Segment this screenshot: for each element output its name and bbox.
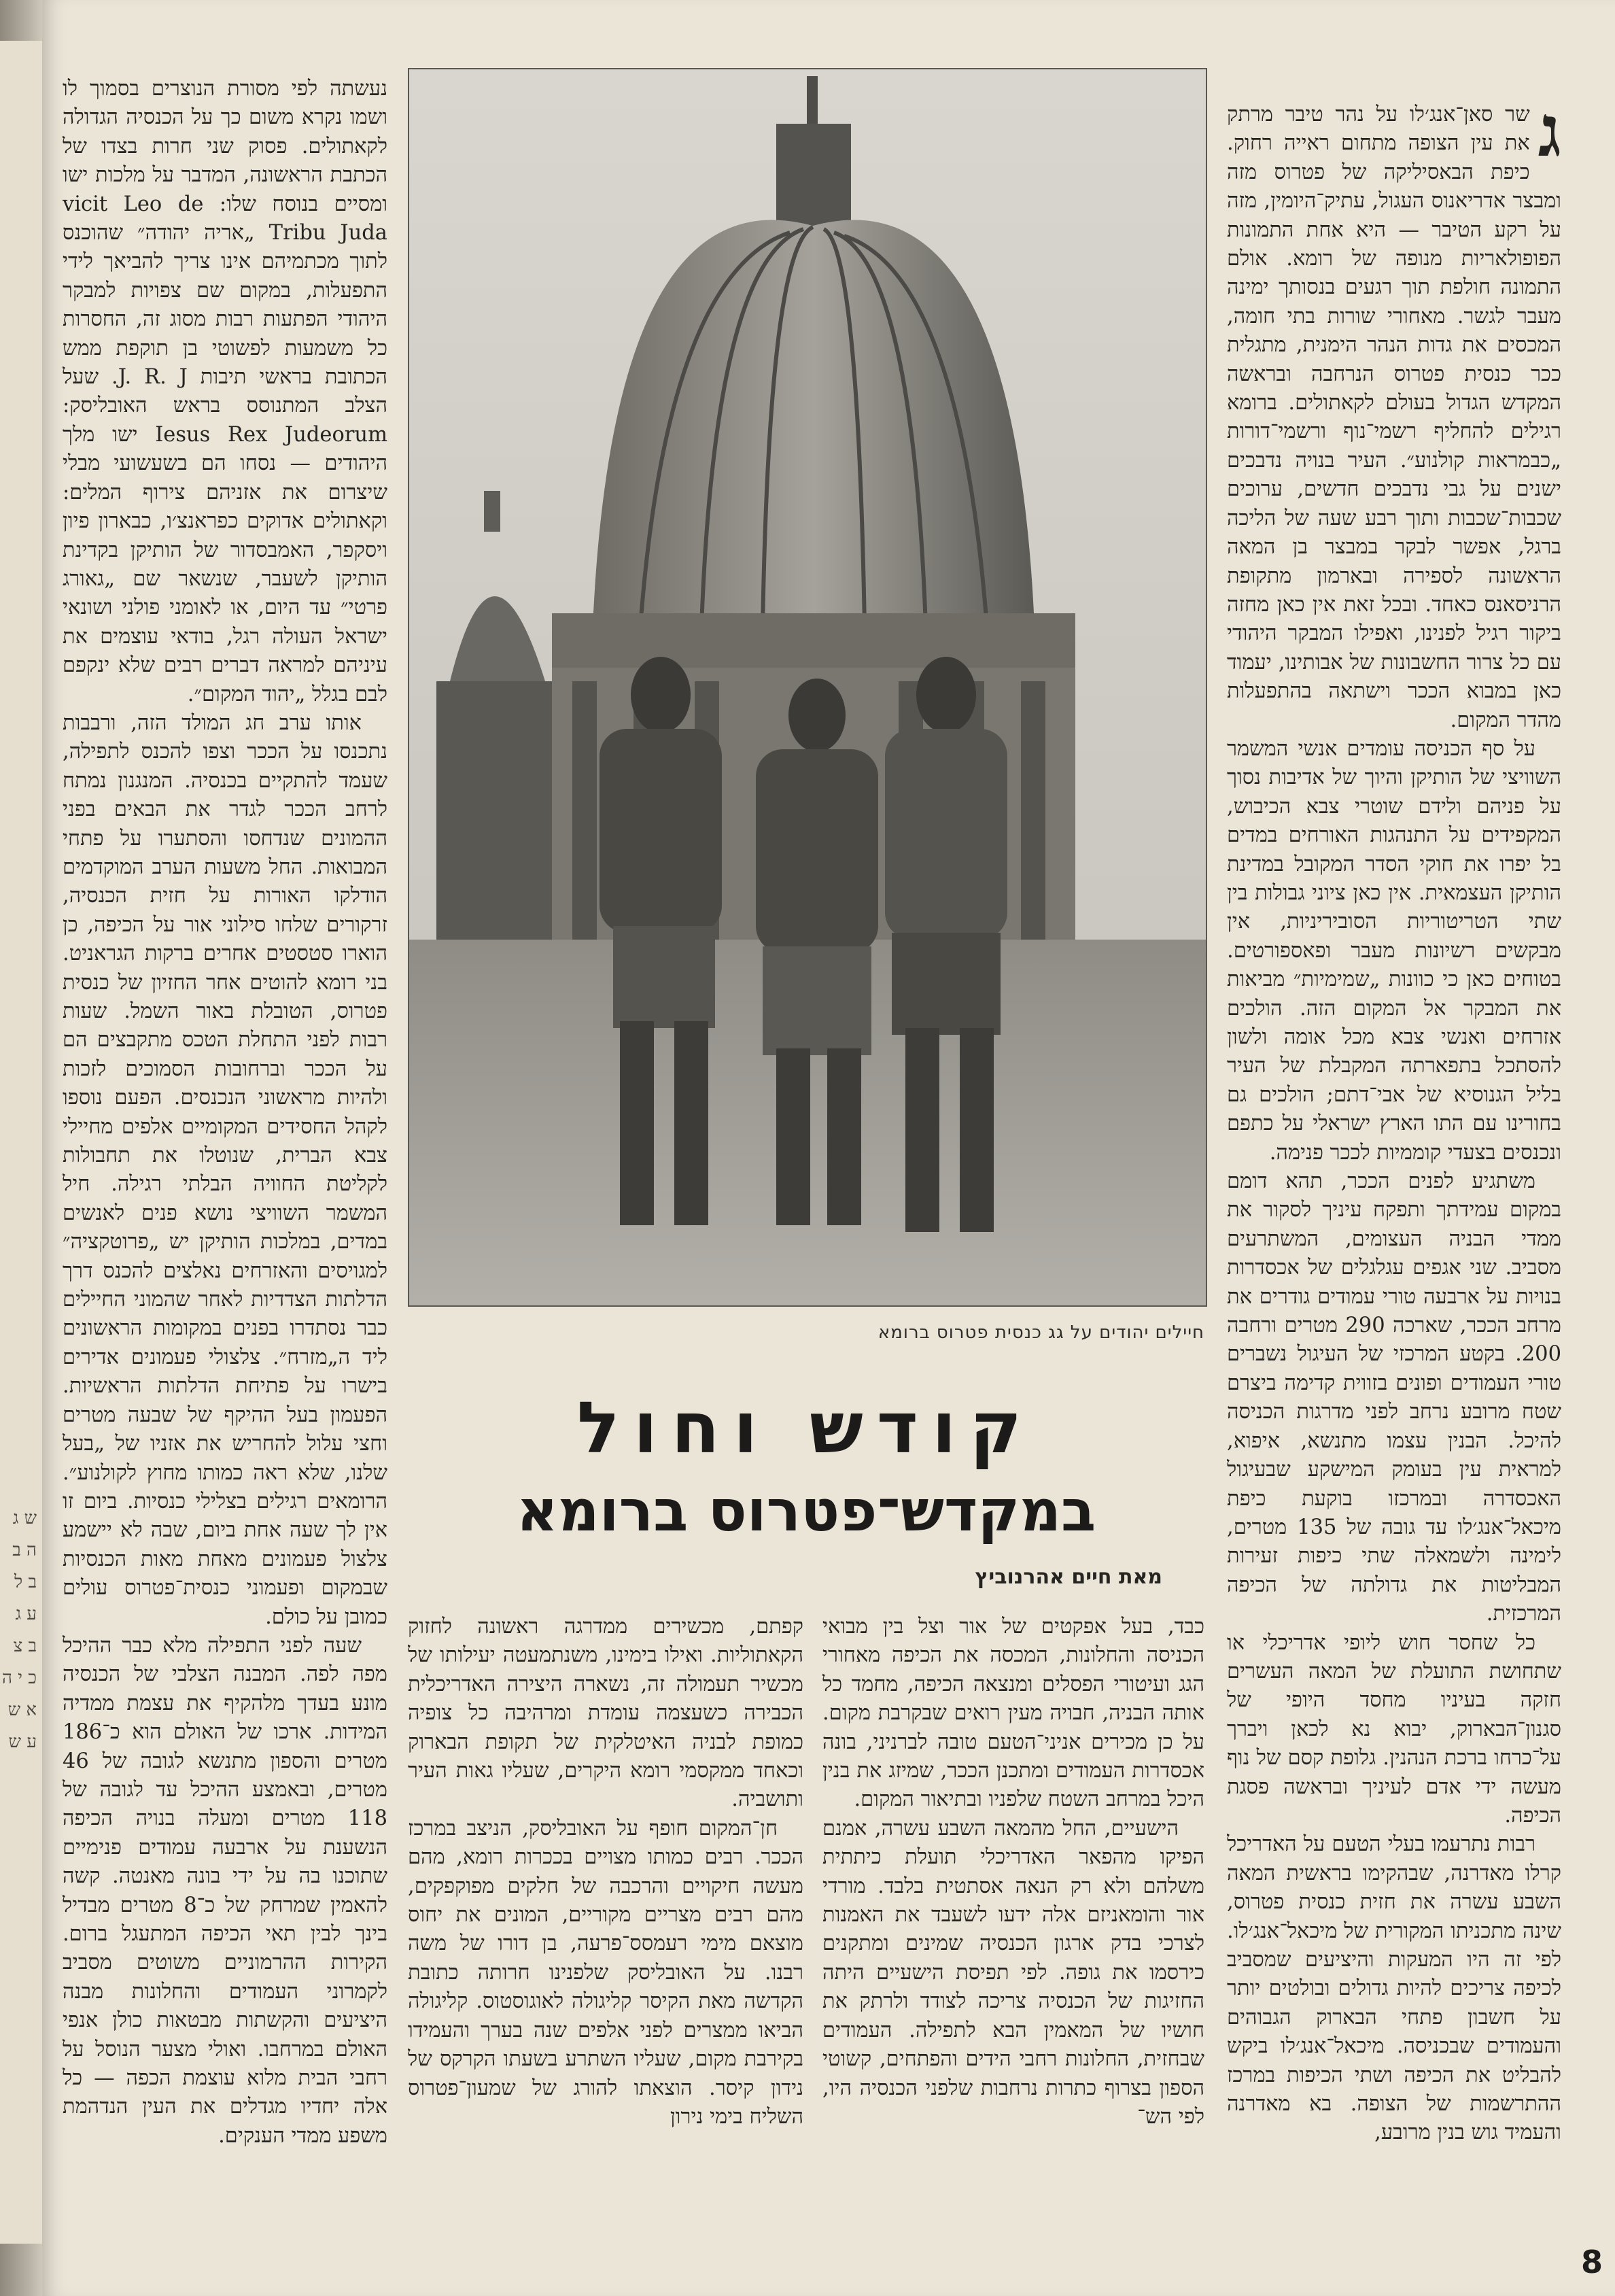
article-paragraph: כבד, בעל אפקטים של אור וצל בין מבואי הכניסה והחלונות, המכסה את הכיפה מאחורי הגג ועיטורי הפסלים ומנצאה הכיפה, מחמד כל אותה הבניה, חבויה מעין רואים שבקרבת מקום. על כן מכירים אניני־הטעם טובה לברניני, בונה אכסדרות העמודים ומתכנן הככר, שמיזג את בנין היכל במרחב השטח שלפניו ובתיאור המקום. <box>822 1615 1204 1812</box>
magazine-page <box>42 0 1615 2296</box>
article-paragraph: שעה לפני התפילה מלא כבר ההיכל מפה לפה. המבנה הצלבי של הכנסיה מונע בעדך מלהקיף את עצמת ממדיה המידות. ארכו של האולם הוא כ־186 מטרים והספון מתנשא לגובה של 46 מטרים, ובאמצע ההיכל עד לגובה של 118 מטרים ומעלה בנויה הכיפה הנשענת על ארבעה עמודים פנימיים שתוכנו בה על ידי בונה מאנטה. קשה להאמין שמרחק של כ־8 מטרים מבדיל בינך לבין תאי הכיפה המתעגל ברום. הקירות ההרמוניים משוטים מסביב לקמרוני העמודים והחלונות מבנה היציעים והקשתות מבטאות כולן אנפי האולם במרחבו. ואולי מצער הנוסל על רחבי הבית מלוא עוצמת הכפה — כל אלה יחדיו מגדלים את העין הנדהמת משפע ממדי הענקים. <box>63 1633 387 2148</box>
article-column-left <box>63 75 387 2223</box>
photo-soldiers-on-st-peters-roof <box>409 69 1206 1305</box>
article-paragraph: הישעיים, החל מהמאה השבע עשרה, אמנם הפיקו מהפאר האדריכלי תועלת כיתתית משלהם ולא רק הנאה אסתטית בלבד. מורדי אור והומאניזם אלה ידעו לשעבד את האמנות לצרכי בדק ארגון הכנסיה שמינים ומתקנים כירסמו את גופה. לפי תפיסת הישעיים היתה החזיגות של הכנסיה צריכה לצודד ולרתק את חושיו של המאמין הבא לתפילה. העמודים שבחזית, החלונות רחבי הידים והפתחים, קשוטי הספון בצרוף כתרות נרחבות שלפני הכנסיה היו, לפי הש־ <box>822 1816 1204 2129</box>
article-paragraph: חן־המקום חופף על האובליסק, הניצב במרכז הככר. רבים כמותו מצויים בככרות רומא, מהם מעשה חיקויים והרכבה של חלקים מפוקפקים, מהם רבים מצריים מקוריים, המונים את יחוס מוצאם מימי רעמסס־פרעה, בן דורו של משה רבנו. על האובליסק שלפנינו חרותה כתובת הקדשה מאת הקיסר קליגולה לאוגוסטוס. קליגולה הביאו ממצרים לפני אלפים שנה בערך והעמידו בקירבת מקום, שעליו השתרע בשעתו הקרקס של נידון קיסר. הוצאתו להורג של שמעון־פטרוס השליח בימי נירון <box>408 1816 803 2129</box>
photo-caption: חיילים יהודים על גג כנסית פטרוס ברומא <box>878 1322 1204 1343</box>
article-column-right <box>1227 101 1561 2218</box>
article-paragraph: קפתם, מכשירים ממדרגה ראשונה לחזוק הקאתוליות. ואילו בימינו, משנתמעטה יעילותו של מכשיר תעמולה זה, נשארה היצירה האדריכלית הכבירה כשעצמה עומדת ומרהיבה כל צופיה כמופת לבניה האיטלקית של תקופת הבארוק וכאחד ממקסמי רומא היקרים, שעליו גאות העיר ותושביה. <box>408 1615 803 1812</box>
article-paragraph: משתגיע לפנים הככר, תהא דומם במקום עמידתך ותפקח עיניך לסקור את ממדי הבניה העצומים, המשתרעים מסביב. שני אגפים עגלגלים של אכסדרות בנויות על ארבעה טורי עמודים גודרים את מרחב הככר, שארכה 290 מטרים ורחבה 200. בקטע המרכזי של העיגול נשברים טורי העמודים ופונים בזווית קדימה ביצרם שטח מרובע נרחב לפני מדרגות הכניסה להיכל. הבנין עצמו מתנשא, איפוא, למראית עין בעומק המישקע שבעיגול האכסדרה ובמרכזו בוקעת כיפת מיכאל־אנג׳לו עד גובה של 135 מטרים, לימינה ולשמאלה שתי כיפות זעירות המבליטות את גדולתה של הכיפה המרכזית. <box>1227 1169 1561 1626</box>
page-number: 8 <box>1580 2244 1603 2280</box>
article-paragraph: רבות נתרעמו בעלי הטעם על האדריכל קרלו מאדרנה, שבהקימו בראשית המאה השבע עשרה את חזית כנסית פטרוס, שינה מתכניתו המקורית של מיכאל־אנג׳לו. לפי זה היו המעקות והיציעים שמסביב לכיפה צריכים להיות גדולים ובולטים יותר על חשבון פתחי הבארוק הגבוהים והעמודים שבכניסה. מיכאל־אנג׳לו ביקש להבליט את הכיפה ושתי הכיפות במרכז ההתרשמות של הצופה. בא מאדרנה והעמיד גוש בנין מרובע, <box>1227 1832 1561 2145</box>
article-paragraph: אותו ערב חג המולד הזה, ורבבות נתכנסו על הככר וצפו להכנס לתפילה, שעמד להתקיים בכנסיה. המנגנון נמתח לרחב הככר לגדר את הבאים בפני ההמונים שנדחסו והסתערו על פתחי המבואות. החל משעות הערב המוקדמים הודלקו האורות על חזית הכנסיה, זרקורים שלחו סילוני אור על הכיפה, כן הוארו סטסטים אחרים ברקות הגראניט. בני רומא להוטים אחר החזיון של כנסית פטרוס, הטובלת באור השמל. שעות רבות לפני התחלת הטכס מתקבצים הם על הככר וברחובות הסמוכים לזכות ולהיות מראשוני הנכנסים. הפעם נוספו לקהל החסידים המקומיים אלפים מחיילי צבא הברית, שנוטלו את תחבולות לקליטת החוויה הבלתי רגילה. חיל המשמר השוויצי נושא פנים לאנשים במדים, במלכות הותיקן יש „פרוטקציה״ למגויסים והאזרחים נאלצים להכנס דרך הדלתות הצדדיות לאחר שהמוני החיילים כבר נסתדרו בפנים במקומות הראשונים ליד ה„מזרח״. צלצולי פעמונים אדירים בישרו על פתיחת הדלתות הראשיות. הפעמון בעל ההיקף של שבעה מטרים וחצי עלול להחריש את אזניו של „בעל שלנו, שלא ראה כמותו מחוץ לקולנוע״. הרומאים רגילים בצלילי כנסיות. ביום זו אין לך שעה אחת ביום, שבה לא יישמע צלצול פעמונים מאחת מאות הכנסיות שבמקום ופעמוני כנסית־פטרוס עולים כמובן על כולם. <box>63 710 387 1629</box>
article-title: קודש וחול <box>576 1386 1036 1469</box>
previous-page-fragment: ש ג ה ב ב ל ע ג ב צ כ י ה א ש ע ש <box>1 1508 37 1752</box>
article-column-middle-right <box>822 1613 1204 2225</box>
article-paragraph: כל שחסר חוש ליופי אדריכלי או שתחושת התועלת של המאה העשרים חזקה בעיניו מחסד היופי של סגנון־הבארוק, יבוא נא לכאן ויברך על־כרחו ברכת הנהנין. גלופת קסם של נוף מעשה ידי אדם לעיניך ובראשה פסגת הכיפה. <box>1227 1630 1561 1828</box>
article-paragraph: ג שר סאן־אנג׳לו על נהר טיבר מרתק את עין הצופה מתחום ראייה רחוק. כיפת הבאסיליקה של פטרוס מזה ומבצר אדריאנוס העגול, עתיק־היומין, מזה על רקע הטיבר — היא אחת התמונות הפופולאריות מנופה של רומא. אולם התמונה חולפת תוך רגעים בנסותך ימינה מעבר לגשר. מאחורי שורות בתי חומה, המכסים את גדות הנהר הימנית, מתגלית ככר כנסית פטרוס הנרחבה ובראשה המקדש הגדול בעולם לקאתולים. ברומא רגילים להחליף רשמי־נוף ורשמי־דורות „כבמראות קולנוע״. העיר בנויה נדבכים ישנים על גבי נדבכים חדשים, ערוכים שכבות־שכבות ותוך רבע שעה של הליכה ברגל, אפשר לבקר במבצר בן המאה הראשונה לספירה ובארמון מתקופת הרניסאנס כאחד. ובכל זאת אין כאן מחזה ביקור רגיל לפנינו, ואפילו המבקר היהודי עם כל צרור החשבונות של אבותינו, יעמוד כאן במבוא הככר וישתאה בהתפעלות מהדר המקום. <box>1227 101 1561 732</box>
article-subtitle: במקדש־פטרוס ברומא <box>516 1477 1096 1544</box>
article-paragraph: נעשתה לפי מסורת הנוצרים בסמוך לו ושמו נקרא משום כך על הכנסיה הגדולה לקאתולים. פסוק שני חרות בצדו של הכתבת הראשונה, המדבר על מלכות ישו ומסיים בנוסח שלו: vicit Leo de Tribu Juda „אריה יהודה״ שהוכנס לתוך מכתמיהם אינו צריך להביאך לידי התפעלות, במקום שם צפויות למבקר היהודי הפתעות רבות מסוג זה, החסרות כל משמעות לפשוטי בן תוקפת ממש הכתובת בראשי תיבות J. R. J. שעל הצלב המתנוסס בראש האובליסק: Iesus Rex Judeorum ישו מלך היהודים — נסחו הם בשעשועי מבלי שיצרום את אזניהם צירוף המלים: וקאתולים אדוקים כפראנצ׳ו, כבארון פיון ויסקפר, האמבסדור של הותיקן בקדינת הותיקן לשעבר, שנשאר שם „גאורג פרטי״ עד היום, או לאומני פולני ושונאי ישראל העולה רגל, בודאי עוצמים את עיניהם למראה דברים רבים שלא ינקפם לבם בגלל „יהוד המקום״. <box>63 77 387 706</box>
previous-page-edge <box>0 41 43 2244</box>
article-photo <box>408 68 1207 1307</box>
article-column-middle-left <box>408 1613 803 2225</box>
article-paragraph: על סף הכניסה עומדים אנשי המשמר השוויצי של הותיקן והיוך של אדיבות נסוך על פניהם ולידם שוטרי צבא הכיבוש, המקפידים על התנהגות האורחים במדים בל יפרו את חוקי הסדר המקובל במדינת הותיקן העצמאית. אין כאן ציוני גבולות בין שתי הטריטוריות הסוביריניות, אין מבקשים רשיונות מעבר ופאספורטים. בטוחים כאן כי כוונות „שמימיות״ מביאות את המבקר אל המקום הזה. הולכים אזרחים ואנשי צבא מכל אומה ולשון להסתכל בתפארתה המקבלת של העיר בליל הגנוסיא של אבי־דתם; הולכים גם בחורינו עם התו הארץ ישראלי על כתפם ונכנסים בצעדי קוממיות לככר פנימה. <box>1227 736 1561 1165</box>
article-byline: מאת חיים אהרנוביץ <box>975 1565 1162 1589</box>
drop-cap: ג <box>1538 101 1561 173</box>
